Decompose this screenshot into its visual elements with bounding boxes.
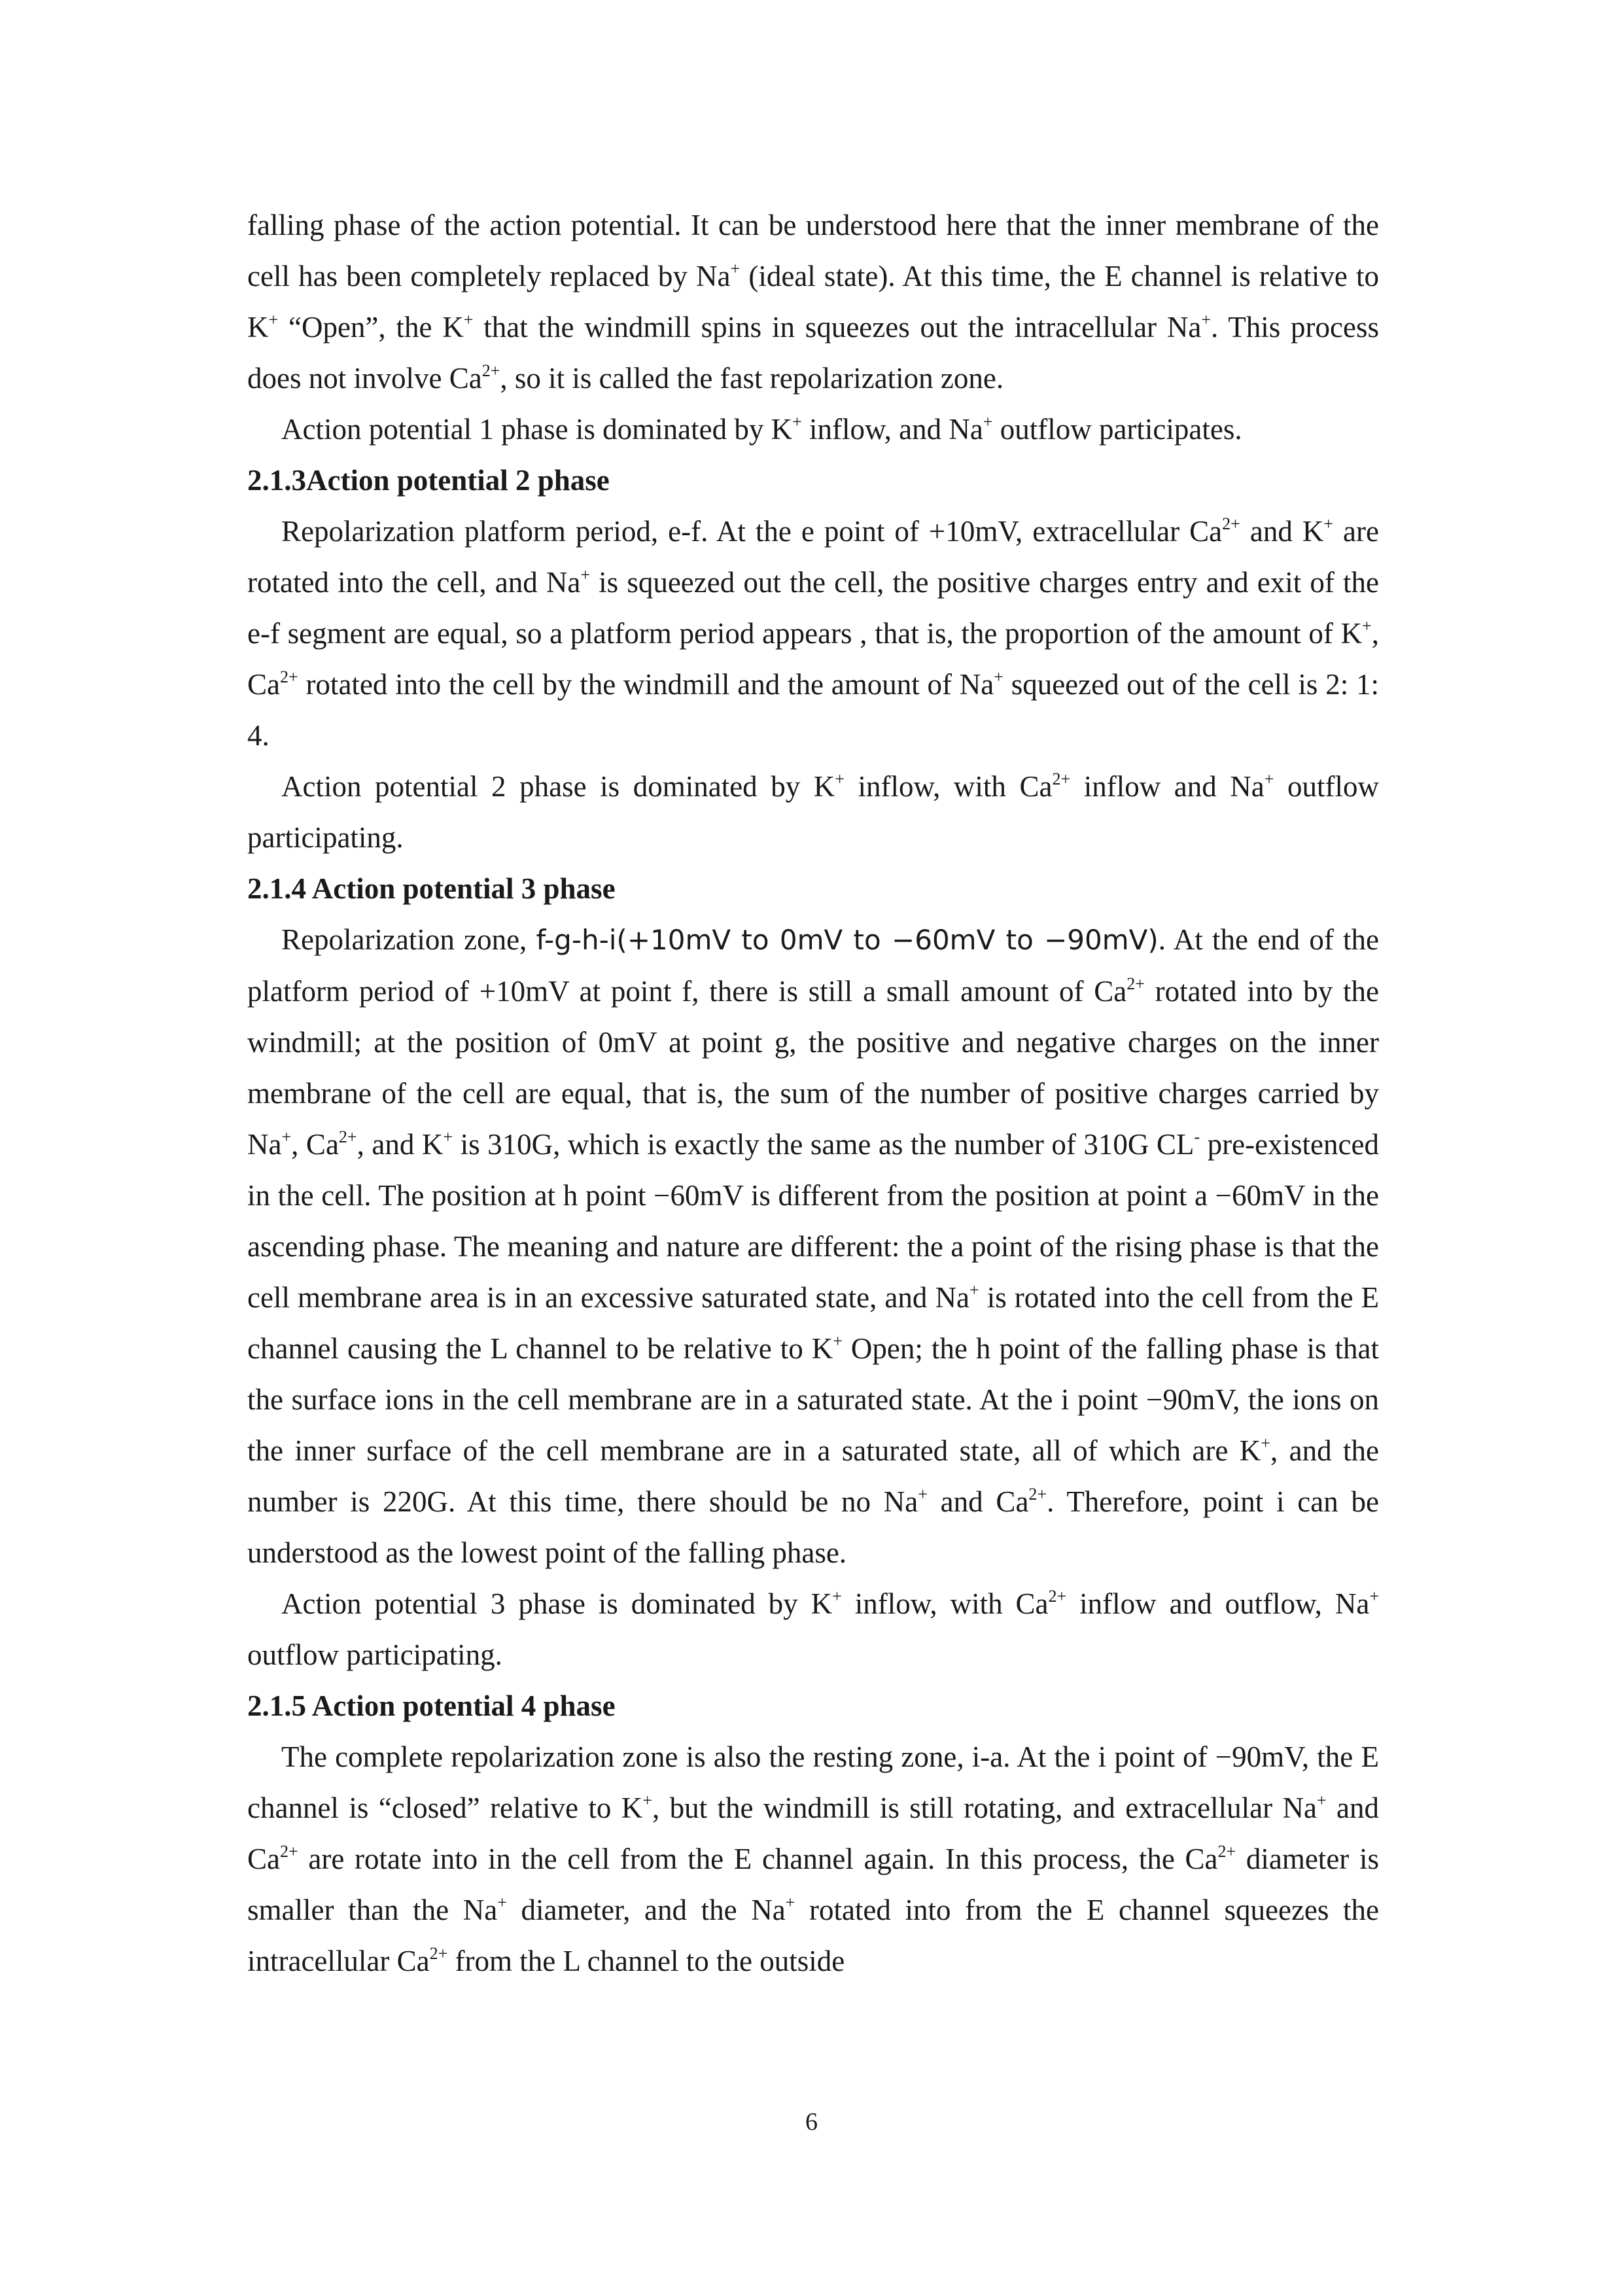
text-run: is 310G, which is exactly the same as the number of 310G CL [453,1128,1195,1161]
superscript: + [1201,310,1211,329]
text-run: outflow participating. [247,1638,502,1671]
text-run: 2.1.5 Action potential 4 phase [247,1689,616,1722]
superscript: + [994,667,1003,686]
body-paragraph [247,761,1379,863]
text-run: (ideal state). At this time, the E channel is relative to K [247,260,1379,344]
text-run: . This process does not involve Ca [247,311,1380,395]
text-run: squeezed out of the cell is 2: 1: 4. [247,668,1379,752]
superscript: + [268,310,279,329]
superscript: + [281,1127,292,1146]
text-run: inflow, and Na [801,413,983,446]
page-body [247,200,1379,1987]
superscript: 2+ [280,1842,298,1861]
superscript: + [443,1127,453,1146]
text-run: , and the number is 220G. At this time, there should be no Na [247,1434,1379,1518]
text-run: , but the windmill is still rotating, and extracellular Na [652,1792,1317,1824]
superscript: 2+ [1217,1842,1236,1861]
text-run: , Ca [247,617,1379,701]
math-expression: f-g-h-i(+10mV to 0mV to −60mV to −90mV) [536,924,1159,956]
section-heading [247,863,1379,914]
superscript: + [1362,616,1372,635]
superscript: + [1316,1791,1327,1810]
text-run: Action potential 1 phase is dominated by K [281,413,793,446]
body-paragraph [247,1731,1379,1987]
text-run: Action potential 2 phase is dominated by K [281,770,835,803]
text-run: Repolarization platform period, e-f. At the e point of +10mV, extracellular Ca [281,515,1223,548]
text-run: 2.1.4 Action potential 3 phase [247,872,616,905]
text-run: rotated into the cell by the windmill and the amount of Na [298,668,994,701]
superscript: + [497,1893,507,1912]
section-heading [247,1680,1379,1731]
text-run: Open; the h point of the falling phase is that the surface ions in the cell membrane are in a saturated state. At the i point −90mV, the ions on the inner surface of the cell membrane are in a saturated state, all of which are K [247,1332,1379,1467]
superscript: + [983,412,993,431]
superscript: + [463,310,474,329]
text-run: “Open”, the K [278,311,464,344]
superscript: 2+ [481,361,500,380]
text-run: , Ca [291,1128,339,1161]
body-paragraph [247,506,1379,761]
superscript: + [1264,769,1274,788]
superscript: - [1194,1127,1200,1146]
superscript: 2+ [338,1127,357,1146]
text-run: and K [1240,515,1324,548]
superscript: + [785,1893,795,1912]
body-paragraph [247,1578,1379,1680]
text-run: . Therefore, point i can be understood as the lowest point of the falling phase. [247,1485,1379,1569]
text-run: inflow, with Ca [844,770,1053,803]
text-run: is squeezed out the cell, the positive charges entry and exit of the e-f segment are equal, so a platform period appears , that is, the proportion of the amount of K [247,566,1380,650]
body-paragraph [247,914,1379,1578]
body-paragraph [247,200,1379,404]
text-run: are rotate into in the cell from the E channel again. In this process, the Ca [298,1843,1218,1875]
superscript: + [1261,1434,1270,1453]
superscript: 2+ [429,1944,448,1963]
text-run: , and K [357,1128,444,1161]
text-run: outflow participating. [247,770,1379,854]
text-run: inflow and Na [1070,770,1265,803]
superscript: + [969,1280,979,1299]
text-run: Action potential 3 phase is dominated by K [281,1587,833,1620]
text-run: are rotated into the cell, and Na [247,515,1379,599]
text-run: and Ca [927,1485,1029,1518]
superscript: 2+ [1048,1587,1067,1606]
superscript: + [1369,1587,1379,1606]
text-run: Repolarization zone, [281,923,536,956]
superscript: 2+ [280,667,298,686]
superscript: + [832,1587,842,1606]
text-run: and Ca [247,1792,1380,1875]
text-run: . At the end of the platform period of +10mV at point f, there is still a small amount of Ca [247,923,1379,1008]
text-run: inflow and outflow, Na [1066,1587,1370,1620]
text-run: falling phase of the action potential. It can be understood here that the inner membrane of the cell has been completely replaced by Na [247,209,1379,292]
superscript: 2+ [1028,1485,1047,1504]
superscript: 2+ [1222,514,1240,533]
body-paragraph [247,404,1379,455]
text-run: diameter is smaller than the Na [247,1843,1379,1926]
superscript: 2+ [1126,974,1145,993]
superscript: 2+ [1052,769,1071,788]
text-run: , so it is called the fast repolarization zone. [500,362,1004,395]
text-run: from the L channel to the outside [447,1945,845,1977]
superscript: + [1323,514,1334,533]
text-run: outflow participates. [992,413,1242,446]
superscript: + [642,1791,652,1810]
superscript: + [792,412,802,431]
superscript: + [835,769,845,788]
text-run: 2.1.3Action potential 2 phase [247,464,610,497]
superscript: + [833,1332,843,1351]
text-run: is rotated into the cell from the E channel causing the L channel to be relative to K [247,1281,1379,1365]
text-run: pre-existenced in the cell. The position at h point −60mV is different from the position at point a −60mV in the ascending phase. The meaning and nature are different: the a point of the rising phase is that the cell membrane area is in an excessive saturated state, and Na [247,1128,1379,1314]
superscript: + [918,1485,928,1504]
superscript: + [580,565,590,584]
text-run: The complete repolarization zone is also the resting zone, i-a. At the i point of −90mV, the E channel is “closed” relative to K [247,1740,1379,1824]
text-run: rotated into from the E channel squeezes the intracellular Ca [247,1894,1379,1977]
text-run: inflow, with Ca [841,1587,1049,1620]
section-heading [247,455,1379,506]
text-run: rotated into by the windmill; at the position of 0mV at point g, the positive and negative charges on the inner membrane of the cell are equal, that is, the sum of the number of positive charges carried by Na [247,975,1379,1161]
text-run: that the windmill spins in squeezes out the intracellular Na [473,311,1202,344]
page-number: 6 [805,2108,818,2136]
text-run: diameter, and the Na [506,1894,786,1926]
superscript: + [730,259,741,278]
